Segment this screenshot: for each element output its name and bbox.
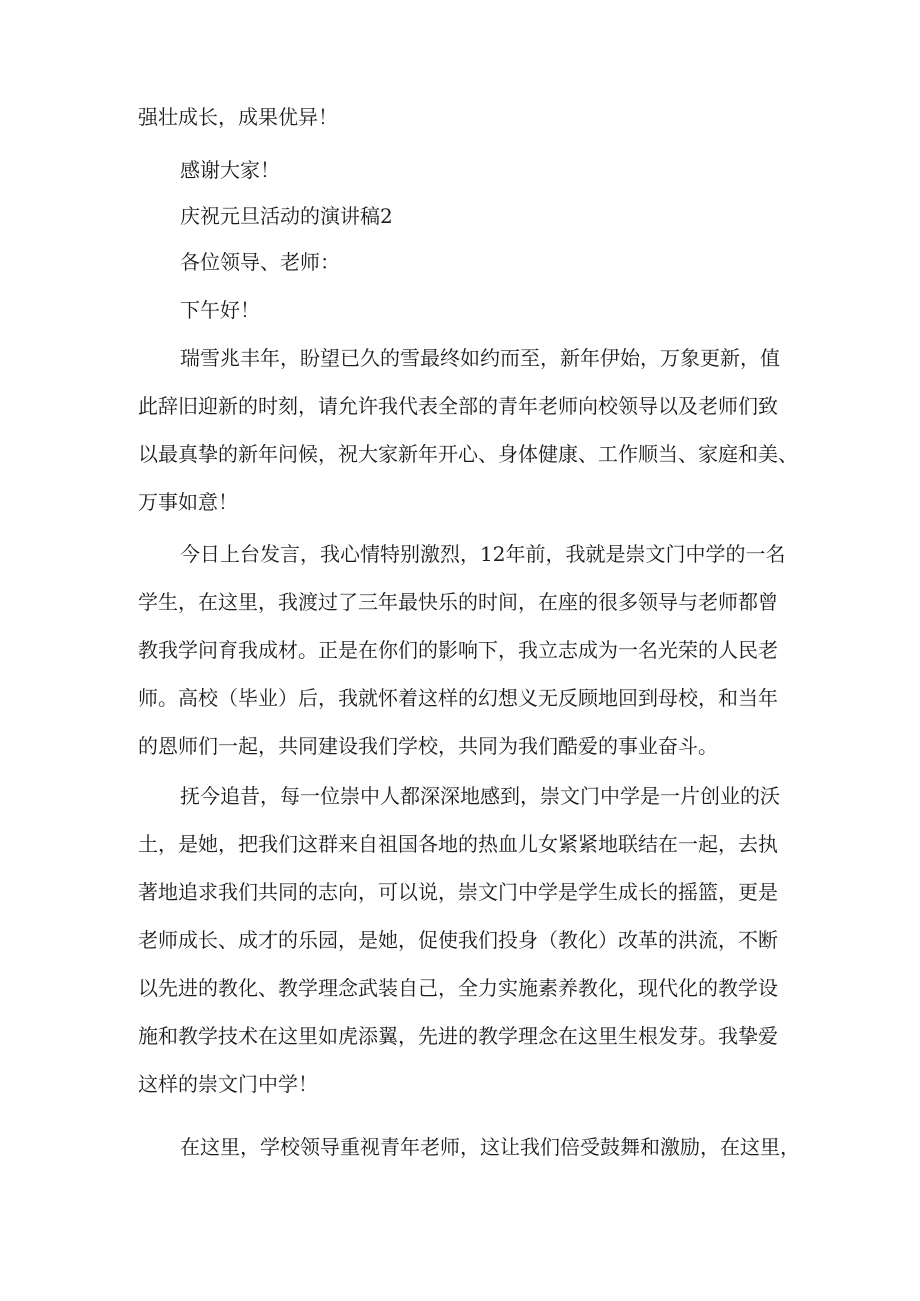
- text-line: 著地追求我们共同的志向，可以说，崇文门中学是学生成长的摇篮，更是: [138, 880, 778, 904]
- text-line: 这样的崇文门中学！: [138, 1072, 318, 1096]
- text-line: 以先进的教化、教学理念武装自己，全力实施素养教化，现代化的教学设: [138, 976, 778, 1000]
- text-line: 万事如意！: [138, 490, 238, 514]
- text-line: 抚今追昔，每一位崇中人都深深地感到，崇文门中学是一片创业的沃: [180, 784, 780, 808]
- salutation: 各位领导、老师：: [180, 250, 340, 274]
- text-line: 土，是她，把我们这群来自祖国各地的热血儿女紧紧地联结在一起，去执: [138, 832, 778, 856]
- text-line: 此辞旧迎新的时刻，请允许我代表全部的青年老师向校领导以及老师们致: [138, 394, 778, 418]
- text-line: 今日上台发言，我心情特别激烈，12年前，我就是崇文门中学的一名: [180, 542, 786, 566]
- text-line: 教我学问育我成材。正是在你们的影响下，我立志成为一名光荣的人民老: [138, 638, 778, 662]
- text-line: 老师成长、成才的乐园，是她，促使我们投身（教化）改革的洪流，不断: [138, 928, 778, 952]
- text-line: 学生，在这里，我渡过了三年最快乐的时间，在座的很多领导与老师都曾: [138, 590, 778, 614]
- section-title: 庆祝元旦活动的演讲稿2: [180, 204, 393, 228]
- text-line: 师。高校（毕业）后，我就怀着这样的幻想义无反顾地回到母校，和当年: [138, 686, 778, 710]
- text-line: 施和教学技术在这里如虎添翼，先进的教学理念在这里生根发芽。我挚爱: [138, 1024, 778, 1048]
- text-line: 的恩师们一起，共同建设我们学校，共同为我们酷爱的事业奋斗。: [138, 734, 718, 758]
- text-line: 强壮成长，成果优异！: [138, 105, 338, 129]
- text-line: 感谢大家！: [180, 158, 280, 182]
- greeting: 下午好！: [180, 298, 260, 322]
- text-line: 瑞雪兆丰年，盼望已久的雪最终如约而至，新年伊始，万象更新，值: [180, 346, 780, 370]
- text-line: 以最真挚的新年问候，祝大家新年开心、身体健康、工作顺当、家庭和美、: [138, 442, 798, 466]
- text-line: 在这里，学校领导重视青年老师，这让我们倍受鼓舞和激励，在这里，: [180, 1135, 800, 1159]
